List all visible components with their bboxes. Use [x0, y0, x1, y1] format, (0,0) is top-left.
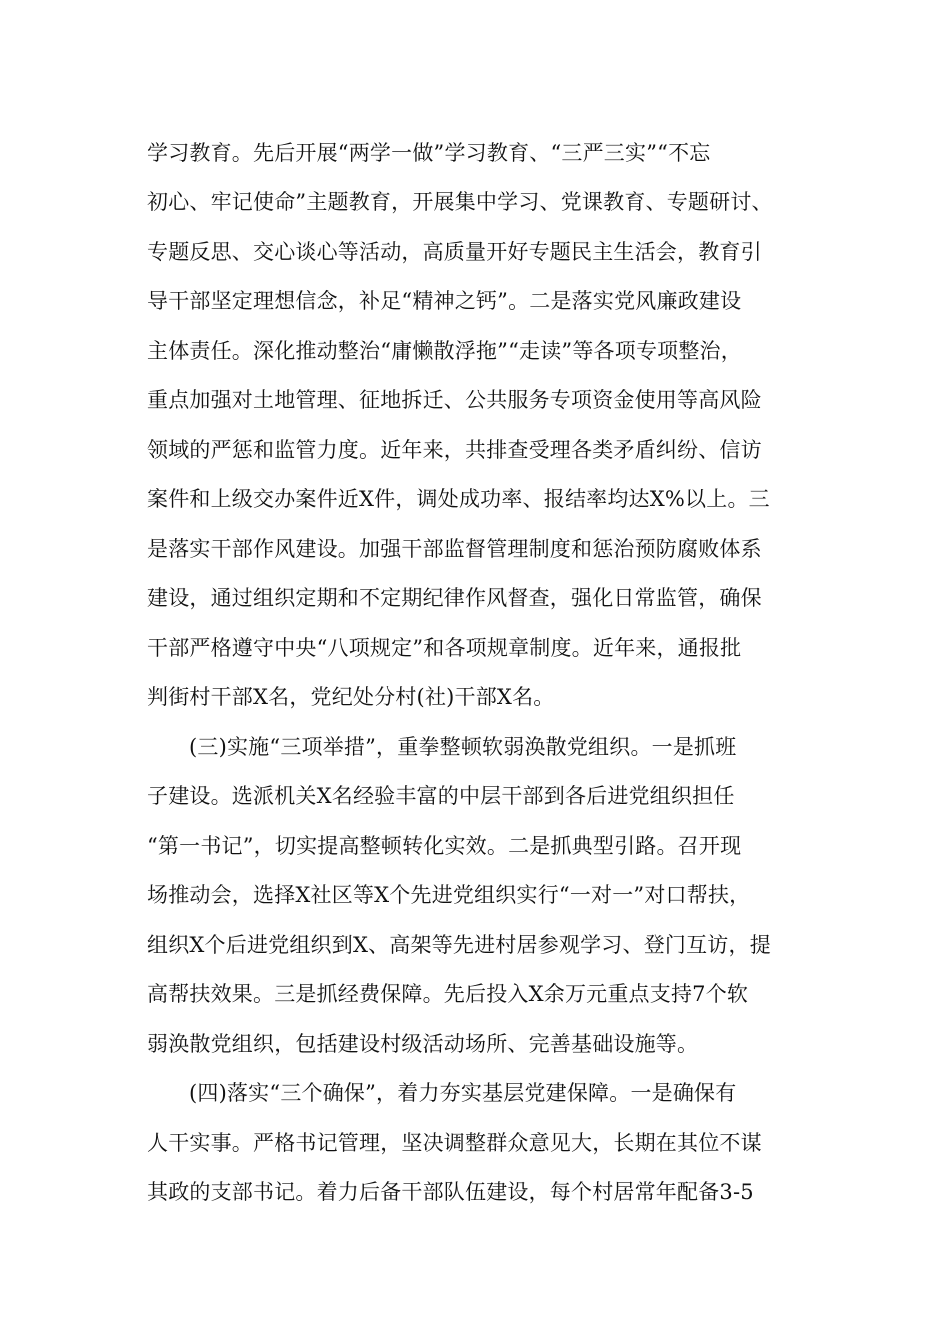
text-line: 学习教育。先后开展“两学一做”学习教育、“三严三实”“不忘	[147, 141, 711, 165]
text-line: 建设，通过组织定期和不定期纪律作风督查，强化日常监管，确保	[147, 586, 762, 610]
text-line: 重点加强对土地管理、征地拆迁、公共服务专项资金使用等高风险	[147, 388, 762, 412]
text-line: 场推动会，选择X社区等X个先进党组织实行“一对一”对口帮扶，	[147, 883, 751, 907]
text-line: 专题反思、交心谈心等活动，高质量开好专题民主生活会，教育引	[147, 240, 762, 264]
text-line: 是落实干部作风建设。加强干部监督管理制度和惩治预防腐败体系	[147, 537, 762, 561]
text-line: 领域的严惩和监管力度。近年来，共排查受理各类矛盾纠纷、信访	[147, 438, 762, 462]
paragraph-start-line: (三)实施“三项举措”，重拳整顿软弱涣散党组织。一是抓班	[189, 735, 737, 759]
text-line: 其政的支部书记。着力后备干部队伍建设，每个村居常年配备3-5	[147, 1180, 754, 1204]
paragraph-start-line: (四)落实“三个确保”，着力夯实基层党建保障。一是确保有	[189, 1081, 737, 1105]
text-line: 主体责任。深化推动整治“庸懒散浮拖”“走读”等各项专项整治，	[147, 339, 742, 363]
text-line: 子建设。选派机关X名经验丰富的中层干部到各后进党组织担任	[147, 784, 735, 808]
text-line: 导干部坚定理想信念，补足“精神之钙”。二是落实党风廉政建设	[147, 289, 742, 313]
text-line: 初心、牢记使命”主题教育，开展集中学习、党课教育、专题研讨、	[147, 190, 773, 214]
text-line: 判街村干部X名，党纪处分村(社)干部X名。	[147, 685, 555, 709]
text-line: “第一书记”，切实提高整顿转化实效。二是抓典型引路。召开现	[147, 834, 742, 858]
text-line: 干部严格遵守中央“八项规定”和各项规章制度。近年来，通报批	[147, 636, 742, 660]
text-line: 组织X个后进党组织到X、高架等先进村居参观学习、登门互访，提	[147, 933, 771, 957]
text-line: 人干实事。严格书记管理，坚决调整群众意见大，长期在其位不谋	[147, 1131, 762, 1155]
text-line: 案件和上级交办案件近X件，调处成功率、报结率均达X%以上。三	[147, 487, 770, 511]
text-line: 弱涣散党组织，包括建设村级活动场所、完善基础设施等。	[147, 1032, 699, 1056]
text-line: 高帮扶效果。三是抓经费保障。先后投入X余万元重点支持7个软	[147, 982, 749, 1006]
